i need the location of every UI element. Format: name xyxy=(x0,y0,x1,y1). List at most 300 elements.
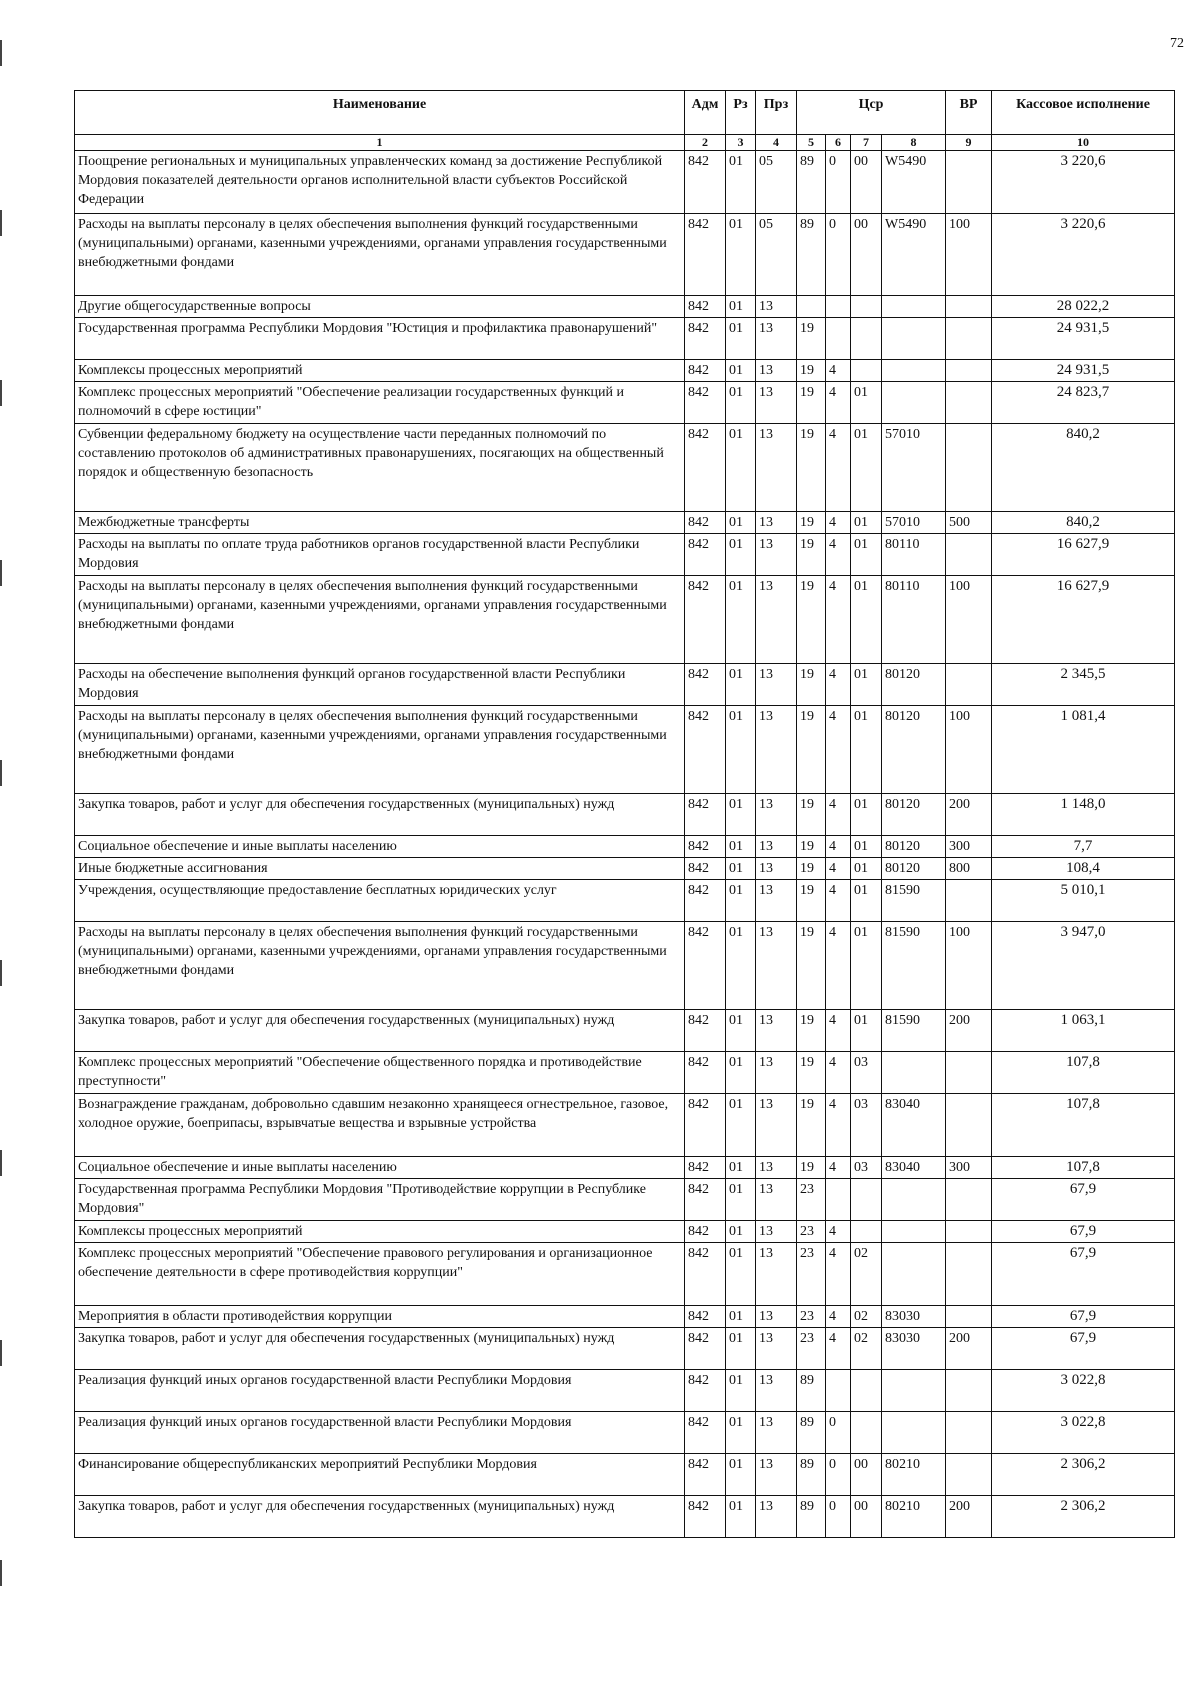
row-vr: 200 xyxy=(946,1010,992,1052)
row-csr-code: 83040 xyxy=(882,1157,946,1179)
row-adm: 842 xyxy=(685,512,726,534)
table-body xyxy=(75,151,1175,1538)
table-row xyxy=(75,880,1175,922)
row-csr-code: 81590 xyxy=(882,880,946,922)
header-rz: Рз xyxy=(726,91,756,135)
row-adm: 842 xyxy=(685,318,726,360)
row-csr-direction: 03 xyxy=(851,1157,882,1179)
row-csr-code: 81590 xyxy=(882,1010,946,1052)
table-row xyxy=(75,794,1175,836)
row-rz: 01 xyxy=(726,1010,756,1052)
row-rz: 01 xyxy=(726,1243,756,1306)
row-amount: 3 220,6 xyxy=(992,151,1175,214)
row-name: Расходы на выплаты персоналу в целях обеспечения выполнения функций государственными (муниципальными) органами, казенными учреждениями, органами управления государственными внебюджетными фондами xyxy=(75,706,685,794)
row-vr: 200 xyxy=(946,1328,992,1370)
row-vr: 800 xyxy=(946,858,992,880)
row-prz: 13 xyxy=(756,1306,797,1328)
row-csr-program: 19 xyxy=(797,858,826,880)
row-vr: 300 xyxy=(946,1157,992,1179)
row-vr xyxy=(946,1243,992,1306)
row-name: Реализация функций иных органов государственной власти Республики Мордовия xyxy=(75,1412,685,1454)
row-prz: 13 xyxy=(756,922,797,1010)
row-csr-code xyxy=(882,1412,946,1454)
row-csr-code: 80120 xyxy=(882,858,946,880)
row-csr-code: 80110 xyxy=(882,534,946,576)
row-csr-code xyxy=(882,296,946,318)
row-csr-type: 4 xyxy=(826,1157,851,1179)
row-prz: 13 xyxy=(756,360,797,382)
row-csr-type: 4 xyxy=(826,836,851,858)
table-row xyxy=(75,534,1175,576)
row-name: Государственная программа Республики Мордовия "Юстиция и профилактика правонарушений" xyxy=(75,318,685,360)
row-csr-code: W5490 xyxy=(882,214,946,296)
table-row xyxy=(75,1221,1175,1243)
row-prz: 13 xyxy=(756,1052,797,1094)
row-adm: 842 xyxy=(685,214,726,296)
row-csr-direction xyxy=(851,360,882,382)
row-vr xyxy=(946,151,992,214)
column-number: 8 xyxy=(882,135,946,151)
row-vr: 100 xyxy=(946,214,992,296)
row-rz: 01 xyxy=(726,214,756,296)
row-csr-type xyxy=(826,1179,851,1221)
table-row xyxy=(75,706,1175,794)
row-csr-type: 4 xyxy=(826,706,851,794)
row-rz: 01 xyxy=(726,1221,756,1243)
row-name: Межбюджетные трансферты xyxy=(75,512,685,534)
row-rz: 01 xyxy=(726,1370,756,1412)
row-prz: 13 xyxy=(756,880,797,922)
row-csr-code: 83040 xyxy=(882,1094,946,1157)
row-vr: 200 xyxy=(946,1496,992,1538)
row-prz: 13 xyxy=(756,1221,797,1243)
row-csr-direction: 00 xyxy=(851,1496,882,1538)
row-csr-type: 4 xyxy=(826,1221,851,1243)
row-prz: 13 xyxy=(756,1328,797,1370)
table-row xyxy=(75,424,1175,512)
row-amount: 2 306,2 xyxy=(992,1454,1175,1496)
row-csr-code: 80210 xyxy=(882,1454,946,1496)
row-csr-type: 4 xyxy=(826,794,851,836)
row-csr-code: 57010 xyxy=(882,424,946,512)
row-prz: 05 xyxy=(756,214,797,296)
row-name: Расходы на выплаты персоналу в целях обеспечения выполнения функций государственными (муниципальными) органами, казенными учреждениями, органами управления государственными внебюджетными фондами xyxy=(75,922,685,1010)
row-name: Расходы на выплаты по оплате труда работников органов государственной власти Республики Мордовия xyxy=(75,534,685,576)
row-csr-type: 4 xyxy=(826,1328,851,1370)
row-csr-type: 4 xyxy=(826,1052,851,1094)
row-rz: 01 xyxy=(726,1496,756,1538)
row-csr-code xyxy=(882,1221,946,1243)
row-rz: 01 xyxy=(726,858,756,880)
row-adm: 842 xyxy=(685,1221,726,1243)
table-row xyxy=(75,382,1175,424)
row-csr-code xyxy=(882,1052,946,1094)
row-rz: 01 xyxy=(726,836,756,858)
row-csr-direction: 01 xyxy=(851,534,882,576)
row-csr-program: 19 xyxy=(797,318,826,360)
row-prz: 13 xyxy=(756,664,797,706)
row-vr xyxy=(946,1412,992,1454)
row-prz: 13 xyxy=(756,382,797,424)
row-csr-direction: 00 xyxy=(851,214,882,296)
row-amount: 2 306,2 xyxy=(992,1496,1175,1538)
row-csr-program: 19 xyxy=(797,360,826,382)
row-name: Комплекс процессных мероприятий "Обеспечение реализации государственных функций и полномочий в сфере юстиции" xyxy=(75,382,685,424)
row-vr xyxy=(946,1306,992,1328)
column-number: 6 xyxy=(826,135,851,151)
table-row xyxy=(75,1454,1175,1496)
budget-execution-table xyxy=(74,90,1175,1538)
table-row xyxy=(75,1412,1175,1454)
row-rz: 01 xyxy=(726,1306,756,1328)
row-csr-direction: 01 xyxy=(851,880,882,922)
row-csr-program: 19 xyxy=(797,880,826,922)
row-rz: 01 xyxy=(726,576,756,664)
row-prz: 13 xyxy=(756,1412,797,1454)
row-name: Реализация функций иных органов государственной власти Республики Мордовия xyxy=(75,1370,685,1412)
row-prz: 13 xyxy=(756,794,797,836)
row-csr-code: 80110 xyxy=(882,576,946,664)
row-vr xyxy=(946,296,992,318)
row-prz: 13 xyxy=(756,1496,797,1538)
row-csr-direction xyxy=(851,1179,882,1221)
row-csr-direction xyxy=(851,318,882,360)
header-prz: Прз xyxy=(756,91,797,135)
table-row xyxy=(75,1306,1175,1328)
row-csr-type: 4 xyxy=(826,1243,851,1306)
column-number: 4 xyxy=(756,135,797,151)
row-name: Закупка товаров, работ и услуг для обеспечения государственных (муниципальных) нужд xyxy=(75,1010,685,1052)
row-rz: 01 xyxy=(726,1412,756,1454)
row-prz: 13 xyxy=(756,534,797,576)
page-number: 72 xyxy=(1170,36,1184,51)
table-row xyxy=(75,1243,1175,1306)
row-prz: 13 xyxy=(756,576,797,664)
row-rz: 01 xyxy=(726,296,756,318)
row-csr-type: 4 xyxy=(826,922,851,1010)
row-csr-program: 23 xyxy=(797,1179,826,1221)
row-csr-program: 19 xyxy=(797,424,826,512)
row-csr-code xyxy=(882,1370,946,1412)
row-amount: 3 022,8 xyxy=(992,1370,1175,1412)
row-adm: 842 xyxy=(685,360,726,382)
table-row xyxy=(75,1370,1175,1412)
row-csr-code: 80120 xyxy=(882,836,946,858)
row-csr-code: 80120 xyxy=(882,664,946,706)
row-csr-code xyxy=(882,1179,946,1221)
row-amount: 1 148,0 xyxy=(992,794,1175,836)
row-name: Комплексы процессных мероприятий xyxy=(75,360,685,382)
scan-edge-marks xyxy=(0,0,6,1688)
row-adm: 842 xyxy=(685,534,726,576)
table-row xyxy=(75,1179,1175,1221)
row-rz: 01 xyxy=(726,1157,756,1179)
row-csr-direction xyxy=(851,1412,882,1454)
row-rz: 01 xyxy=(726,424,756,512)
row-name: Социальное обеспечение и иные выплаты населению xyxy=(75,836,685,858)
row-prz: 13 xyxy=(756,1094,797,1157)
row-amount: 840,2 xyxy=(992,424,1175,512)
row-csr-program: 19 xyxy=(797,1010,826,1052)
row-adm: 842 xyxy=(685,1496,726,1538)
row-name: Социальное обеспечение и иные выплаты населению xyxy=(75,1157,685,1179)
row-csr-type: 4 xyxy=(826,424,851,512)
table-row xyxy=(75,296,1175,318)
row-rz: 01 xyxy=(726,880,756,922)
table-row xyxy=(75,1010,1175,1052)
row-csr-program: 19 xyxy=(797,706,826,794)
header-amount: Кассовое исполнение xyxy=(992,91,1175,135)
row-name: Вознаграждение гражданам, добровольно сдавшим незаконно хранящееся огнестрельное, газовое, холодное оружие, боеприпасы, взрывчатые вещества и взрывные устройства xyxy=(75,1094,685,1157)
row-prz: 13 xyxy=(756,424,797,512)
table-row xyxy=(75,360,1175,382)
row-prz: 13 xyxy=(756,1157,797,1179)
row-amount: 3 220,6 xyxy=(992,214,1175,296)
row-csr-direction xyxy=(851,1221,882,1243)
row-csr-type: 4 xyxy=(826,858,851,880)
row-rz: 01 xyxy=(726,1179,756,1221)
row-vr xyxy=(946,1052,992,1094)
row-csr-direction: 01 xyxy=(851,922,882,1010)
row-name: Закупка товаров, работ и услуг для обеспечения государственных (муниципальных) нужд xyxy=(75,1328,685,1370)
row-adm: 842 xyxy=(685,706,726,794)
row-prz: 13 xyxy=(756,1370,797,1412)
row-prz: 13 xyxy=(756,706,797,794)
row-csr-code: 83030 xyxy=(882,1306,946,1328)
row-name: Закупка товаров, работ и услуг для обеспечения государственных (муниципальных) нужд xyxy=(75,1496,685,1538)
row-csr-code xyxy=(882,382,946,424)
row-prz: 05 xyxy=(756,151,797,214)
row-vr xyxy=(946,318,992,360)
row-amount: 24 931,5 xyxy=(992,360,1175,382)
row-adm: 842 xyxy=(685,576,726,664)
row-adm: 842 xyxy=(685,424,726,512)
row-vr xyxy=(946,1370,992,1412)
row-csr-code: 83030 xyxy=(882,1328,946,1370)
row-prz: 13 xyxy=(756,1454,797,1496)
row-amount: 67,9 xyxy=(992,1306,1175,1328)
row-csr-type: 4 xyxy=(826,534,851,576)
row-amount: 16 627,9 xyxy=(992,576,1175,664)
column-number: 7 xyxy=(851,135,882,151)
row-name: Комплексы процессных мероприятий xyxy=(75,1221,685,1243)
row-adm: 842 xyxy=(685,296,726,318)
row-csr-program: 23 xyxy=(797,1306,826,1328)
row-csr-direction: 01 xyxy=(851,794,882,836)
row-csr-program: 19 xyxy=(797,1094,826,1157)
row-csr-program: 19 xyxy=(797,382,826,424)
row-adm: 842 xyxy=(685,664,726,706)
row-csr-direction: 03 xyxy=(851,1094,882,1157)
row-adm: 842 xyxy=(685,1052,726,1094)
table-row xyxy=(75,1328,1175,1370)
row-csr-program: 89 xyxy=(797,1412,826,1454)
row-adm: 842 xyxy=(685,382,726,424)
row-name: Субвенции федеральному бюджету на осуществление части переданных полномочий по составлению протоколов об административных правонарушениях, посягающих на общественный порядок и общественную безопасность xyxy=(75,424,685,512)
row-rz: 01 xyxy=(726,1454,756,1496)
column-number: 9 xyxy=(946,135,992,151)
row-prz: 13 xyxy=(756,1179,797,1221)
table-row xyxy=(75,214,1175,296)
row-vr xyxy=(946,382,992,424)
row-amount: 7,7 xyxy=(992,836,1175,858)
row-amount: 2 345,5 xyxy=(992,664,1175,706)
row-name: Государственная программа Республики Мордовия "Противодействие коррупции в Республике Мордовия" xyxy=(75,1179,685,1221)
row-adm: 842 xyxy=(685,1157,726,1179)
row-amount: 67,9 xyxy=(992,1243,1175,1306)
row-rz: 01 xyxy=(726,706,756,794)
row-vr xyxy=(946,664,992,706)
row-csr-code: W5490 xyxy=(882,151,946,214)
row-name: Финансирование общереспубликанских мероприятий Республики Мордовия xyxy=(75,1454,685,1496)
row-csr-direction: 01 xyxy=(851,576,882,664)
row-adm: 842 xyxy=(685,1179,726,1221)
table-row xyxy=(75,1052,1175,1094)
row-adm: 842 xyxy=(685,1328,726,1370)
row-csr-direction: 01 xyxy=(851,706,882,794)
column-number: 1 xyxy=(75,135,685,151)
row-csr-type: 4 xyxy=(826,1306,851,1328)
table-row xyxy=(75,576,1175,664)
row-csr-code xyxy=(882,318,946,360)
row-name: Расходы на обеспечение выполнения функций органов государственной власти Республики Мордовия xyxy=(75,664,685,706)
row-csr-direction: 02 xyxy=(851,1306,882,1328)
row-prz: 13 xyxy=(756,512,797,534)
table-row xyxy=(75,512,1175,534)
row-csr-type: 4 xyxy=(826,1010,851,1052)
row-csr-code: 57010 xyxy=(882,512,946,534)
row-csr-program: 19 xyxy=(797,664,826,706)
row-prz: 13 xyxy=(756,1010,797,1052)
row-amount: 840,2 xyxy=(992,512,1175,534)
row-csr-program xyxy=(797,296,826,318)
row-csr-type: 4 xyxy=(826,360,851,382)
row-adm: 842 xyxy=(685,794,726,836)
row-adm: 842 xyxy=(685,1454,726,1496)
row-vr xyxy=(946,534,992,576)
row-csr-direction xyxy=(851,1370,882,1412)
header-name: Наименование xyxy=(75,91,685,135)
row-csr-program: 89 xyxy=(797,1370,826,1412)
row-rz: 01 xyxy=(726,1328,756,1370)
row-adm: 842 xyxy=(685,858,726,880)
row-amount: 67,9 xyxy=(992,1179,1175,1221)
table-row xyxy=(75,1496,1175,1538)
row-name: Комплекс процессных мероприятий "Обеспечение общественного порядка и противодействие преступности" xyxy=(75,1052,685,1094)
row-csr-program: 23 xyxy=(797,1221,826,1243)
row-csr-direction: 01 xyxy=(851,382,882,424)
row-rz: 01 xyxy=(726,1094,756,1157)
row-adm: 842 xyxy=(685,1010,726,1052)
row-csr-program: 23 xyxy=(797,1328,826,1370)
row-csr-direction: 01 xyxy=(851,858,882,880)
row-amount: 108,4 xyxy=(992,858,1175,880)
row-amount: 3 947,0 xyxy=(992,922,1175,1010)
row-prz: 13 xyxy=(756,318,797,360)
row-vr: 500 xyxy=(946,512,992,534)
table-row xyxy=(75,1094,1175,1157)
row-csr-direction: 00 xyxy=(851,151,882,214)
row-rz: 01 xyxy=(726,794,756,836)
row-rz: 01 xyxy=(726,1052,756,1094)
row-adm: 842 xyxy=(685,151,726,214)
row-csr-direction: 02 xyxy=(851,1328,882,1370)
row-csr-type: 4 xyxy=(826,512,851,534)
table-row xyxy=(75,1157,1175,1179)
row-prz: 13 xyxy=(756,836,797,858)
row-adm: 842 xyxy=(685,922,726,1010)
row-csr-type: 4 xyxy=(826,880,851,922)
row-vr xyxy=(946,880,992,922)
row-rz: 01 xyxy=(726,318,756,360)
row-vr xyxy=(946,360,992,382)
row-amount: 107,8 xyxy=(992,1094,1175,1157)
row-csr-direction xyxy=(851,296,882,318)
row-amount: 67,9 xyxy=(992,1328,1175,1370)
row-csr-code: 80120 xyxy=(882,706,946,794)
row-csr-type xyxy=(826,296,851,318)
row-rz: 01 xyxy=(726,382,756,424)
row-vr: 100 xyxy=(946,576,992,664)
row-csr-direction: 01 xyxy=(851,1010,882,1052)
row-amount: 28 022,2 xyxy=(992,296,1175,318)
row-vr: 100 xyxy=(946,922,992,1010)
row-adm: 842 xyxy=(685,836,726,858)
row-csr-code xyxy=(882,1243,946,1306)
row-csr-program: 19 xyxy=(797,512,826,534)
row-csr-code xyxy=(882,360,946,382)
row-csr-type: 4 xyxy=(826,576,851,664)
table-row xyxy=(75,922,1175,1010)
row-vr xyxy=(946,424,992,512)
row-csr-program: 89 xyxy=(797,214,826,296)
row-csr-type: 0 xyxy=(826,151,851,214)
row-amount: 107,8 xyxy=(992,1157,1175,1179)
row-rz: 01 xyxy=(726,151,756,214)
row-adm: 842 xyxy=(685,1412,726,1454)
header-csr: Цср xyxy=(797,91,946,135)
row-csr-type: 4 xyxy=(826,664,851,706)
row-name: Комплекс процессных мероприятий "Обеспечение правового регулирования и организационное обеспечение деятельности в сфере противодействия коррупции" xyxy=(75,1243,685,1306)
row-amount: 24 931,5 xyxy=(992,318,1175,360)
row-name: Расходы на выплаты персоналу в целях обеспечения выполнения функций государственными (муниципальными) органами, казенными учреждениями, органами управления государственными внебюджетными фондами xyxy=(75,576,685,664)
row-rz: 01 xyxy=(726,664,756,706)
row-csr-program: 19 xyxy=(797,1052,826,1094)
row-rz: 01 xyxy=(726,360,756,382)
column-number: 10 xyxy=(992,135,1175,151)
row-prz: 13 xyxy=(756,1243,797,1306)
row-csr-program: 89 xyxy=(797,1454,826,1496)
row-csr-program: 19 xyxy=(797,836,826,858)
row-csr-direction: 01 xyxy=(851,512,882,534)
row-csr-direction: 01 xyxy=(851,424,882,512)
row-csr-code: 81590 xyxy=(882,922,946,1010)
row-csr-type xyxy=(826,318,851,360)
row-vr xyxy=(946,1179,992,1221)
row-csr-program: 89 xyxy=(797,151,826,214)
row-name: Закупка товаров, работ и услуг для обеспечения государственных (муниципальных) нужд xyxy=(75,794,685,836)
column-number: 2 xyxy=(685,135,726,151)
row-csr-program: 89 xyxy=(797,1496,826,1538)
row-vr xyxy=(946,1221,992,1243)
row-csr-code: 80120 xyxy=(882,794,946,836)
row-csr-direction: 01 xyxy=(851,664,882,706)
row-csr-direction: 00 xyxy=(851,1454,882,1496)
row-amount: 16 627,9 xyxy=(992,534,1175,576)
row-csr-type xyxy=(826,1370,851,1412)
row-amount: 1 063,1 xyxy=(992,1010,1175,1052)
table-row xyxy=(75,318,1175,360)
